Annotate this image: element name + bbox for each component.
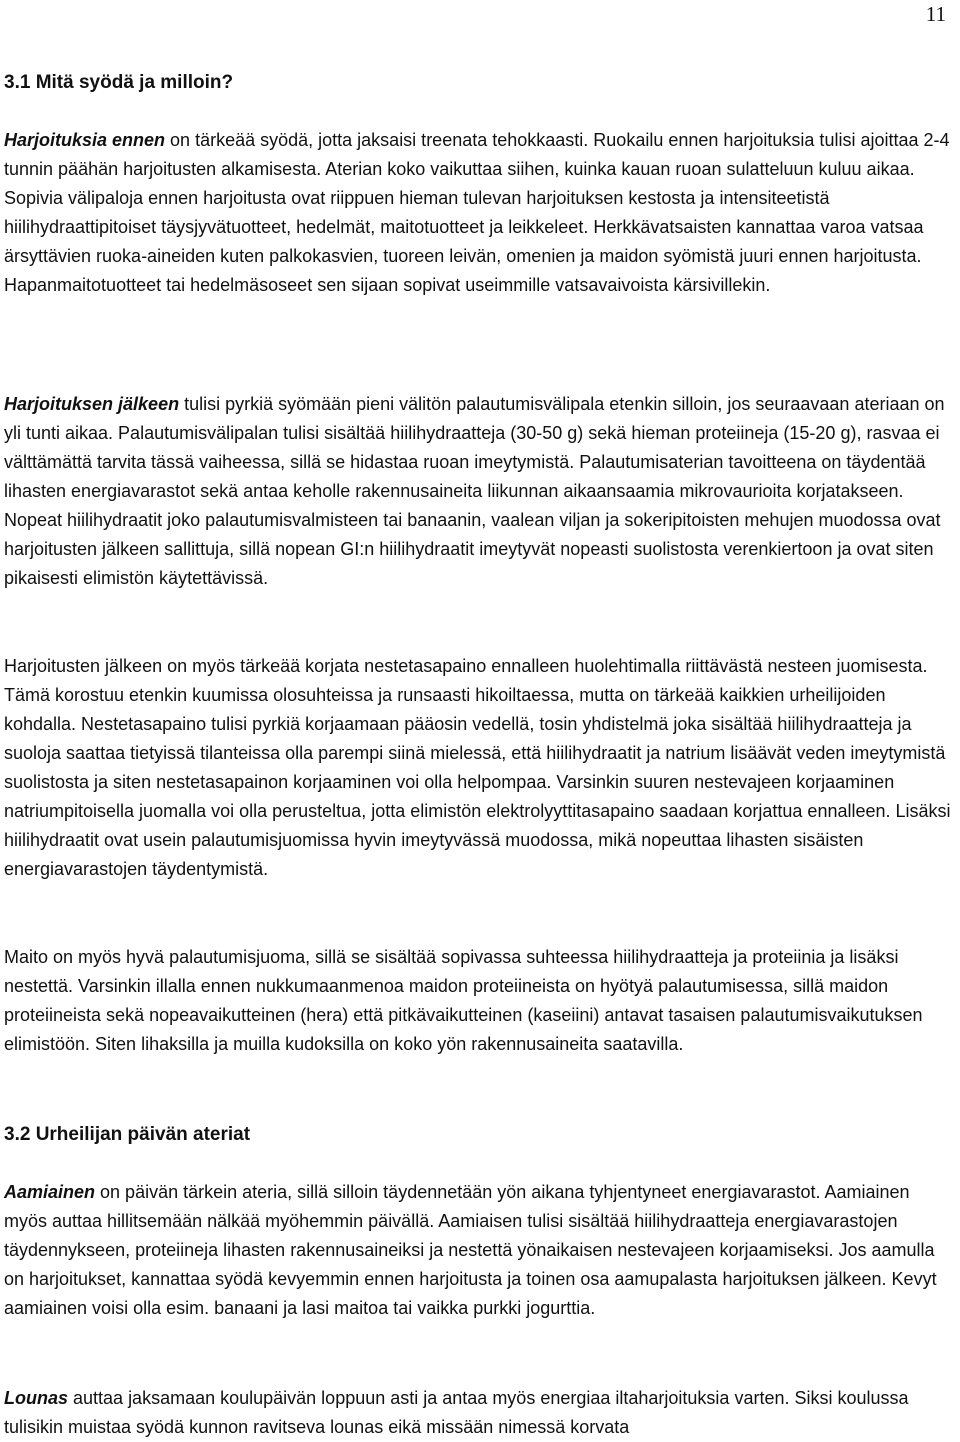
paragraph-fluid-balance: Harjoitusten jälkeen on myös tärkeää korjata nestetasapaino ennalleen huolehtimalla riittävästä nesteen juomisesta. Tämä korostuu etenkin kuumissa olosuhteissa ja runsaasti hikoiltaessa, mutta on tärkeää kaikkien urheilijoiden kohdalla. Nestetasapaino tulisi pyrkiä korjaamaan pääosin vedellä, tosin yhdistelmä joka sisältää hiilihydraatteja ja suoloja saattaa tietyissä tilanteissa olla parempi siinä mielessä, että hiilihydraatit ja natrium lisäävät veden imeytymistä suolistosta ja siten nestetasapainon korjaaminen voi olla helpompaa. Varsinkin suuren nestevajeen korjaaminen natriumpitoisella juomalla voi olla perusteltua, jotta elimistön elektrolyyttitasapaino saadaan korjattua ennalleen. Lisäksi hiilihydraatit ovat usein palautumisjuomissa hyvin imeytyvässä muodossa, mikä nopeuttaa lihasten sisäisten energiavarastojen täydentymistä.: [4, 656, 951, 879]
lead-term-breakfast: Aamiainen: [4, 1182, 96, 1202]
lead-term-after-training: Harjoituksen jälkeen: [4, 394, 180, 414]
paragraph-text: auttaa jaksamaan koulupäivän loppuun asti ja antaa myös energiaa iltaharjoituksia varten. Siksi koulussa tulisikin muistaa syödä kunnon ravitseva lounas eikä missään nimessä korvata: [4, 1388, 909, 1437]
paragraph-milk-recovery: Maito on myös hyvä palautumisjuoma, sillä se sisältää sopivassa suhteessa hiilihydraatteja ja proteiinia ja lisäksi nestettä. Varsinkin illalla ennen nukkumaanmenoa maidon proteiineista on hyötyä palautumisessa, sillä maidon proteiineista sekä nopeavaikutteinen (hera) että pitkävaikutteinen (kaseiini) antavat tasaisen palautumisvaikutuksen elimistöön. Siten lihaksilla ja muilla kudoksilla on koko yön rakennusaineita saatavilla.: [4, 947, 923, 1054]
page-number: 11: [925, 2, 946, 26]
paragraph-before-training: [4, 126, 952, 300]
paragraph-after-training: [4, 390, 952, 593]
paragraph-text: tulisi pyrkiä syömään pieni välitön palautumisvälipala etenkin silloin, jos seuraavaan ateriaan on yli tunti aikaa. Palautumisvälipalan tulisi sisältää hiilihydraatteja (30-50 g) sekä hieman proteiineja (15-20 g), rasvaa ei välttämättä tarvita tässä vaiheessa, sillä se hidastaa ruoan imeytymistä. Palautumisaterian tavoitteena on täydentää lihasten energiavarastot sekä antaa keholle rakennusaineita liikunnan aikaansaamia mikrovaurioita korjatakseen. Nopeat hiilihydraatit joko palautumisvalmisteen tai banaanin, vaalean viljan ja sokeripitoisten mehujen muodossa ovat harjoitusten jälkeen sallittuja, sillä nopean GI:n hiilihydraatit imeytyvät nopeasti suolistosta verenkiertoon ja ovat siten pikaisesti elimistön käytettävissä.: [4, 394, 945, 588]
paragraph-text: on tärkeää syödä, jotta jaksaisi treenata tehokkaasti. Ruokailu ennen harjoituksia tulisi ajoittaa 2-4 tunnin päähän harjoitusten alkamisesta. Aterian koko vaikuttaa siihen, kuinka kauan ruoan sulatteluun kuluu aikaa. Sopivia välipaloja ennen harjoitusta ovat riippuen hieman tulevan harjoituksen kestosta ja intensiteetistä hiilihydraattipitoiset täysjyvätuotteet, hedelmät, maitotuotteet ja leikkeleet. Herkkävatsaisten kannattaa varoa vatsaa ärsyttävien ruoka-aineiden kuten palkokasvien, tuoreen leivän, omenien ja maidon syömistä juuri ennen harjoitusta. Hapanmaitotuotteet tai hedelmäsoseet sen sijaan sopivat useimmille vatsavaivoista kärsivillekin.: [4, 130, 950, 295]
section-heading-3-1: 3.1 Mitä syödä ja milloin?: [4, 72, 234, 93]
paragraph-breakfast: [4, 1178, 952, 1323]
lead-term-lunch: Lounas: [4, 1388, 69, 1408]
paragraph-text: on päivän tärkein ateria, sillä silloin täydennetään yön aikana tyhjentyneet energiavarastot. Aamiainen myös auttaa hillitsemään nälkää myöhemmin päivällä. Aamiaisen tulisi sisältää hiilihydraatteja energiavarastojen täydennykseen, proteiineja lihasten rakennusaineiksi ja nestettä yönaikaisen nestevajeen korjaamiseksi. Jos aamulla on harjoitukset, kannattaa syödä kevyemmin ennen harjoitusta ja toinen osa aamupalasta harjoituksen jälkeen. Kevyt aamiainen voisi olla esim. banaani ja lasi maitoa tai vaikka purkki jogurttia.: [4, 1182, 937, 1318]
lead-term-before-training: Harjoituksia ennen: [4, 130, 166, 150]
section-heading-3-2: 3.2 Urheilijan päivän ateriat: [4, 1124, 251, 1145]
paragraph-lunch: [4, 1384, 952, 1442]
